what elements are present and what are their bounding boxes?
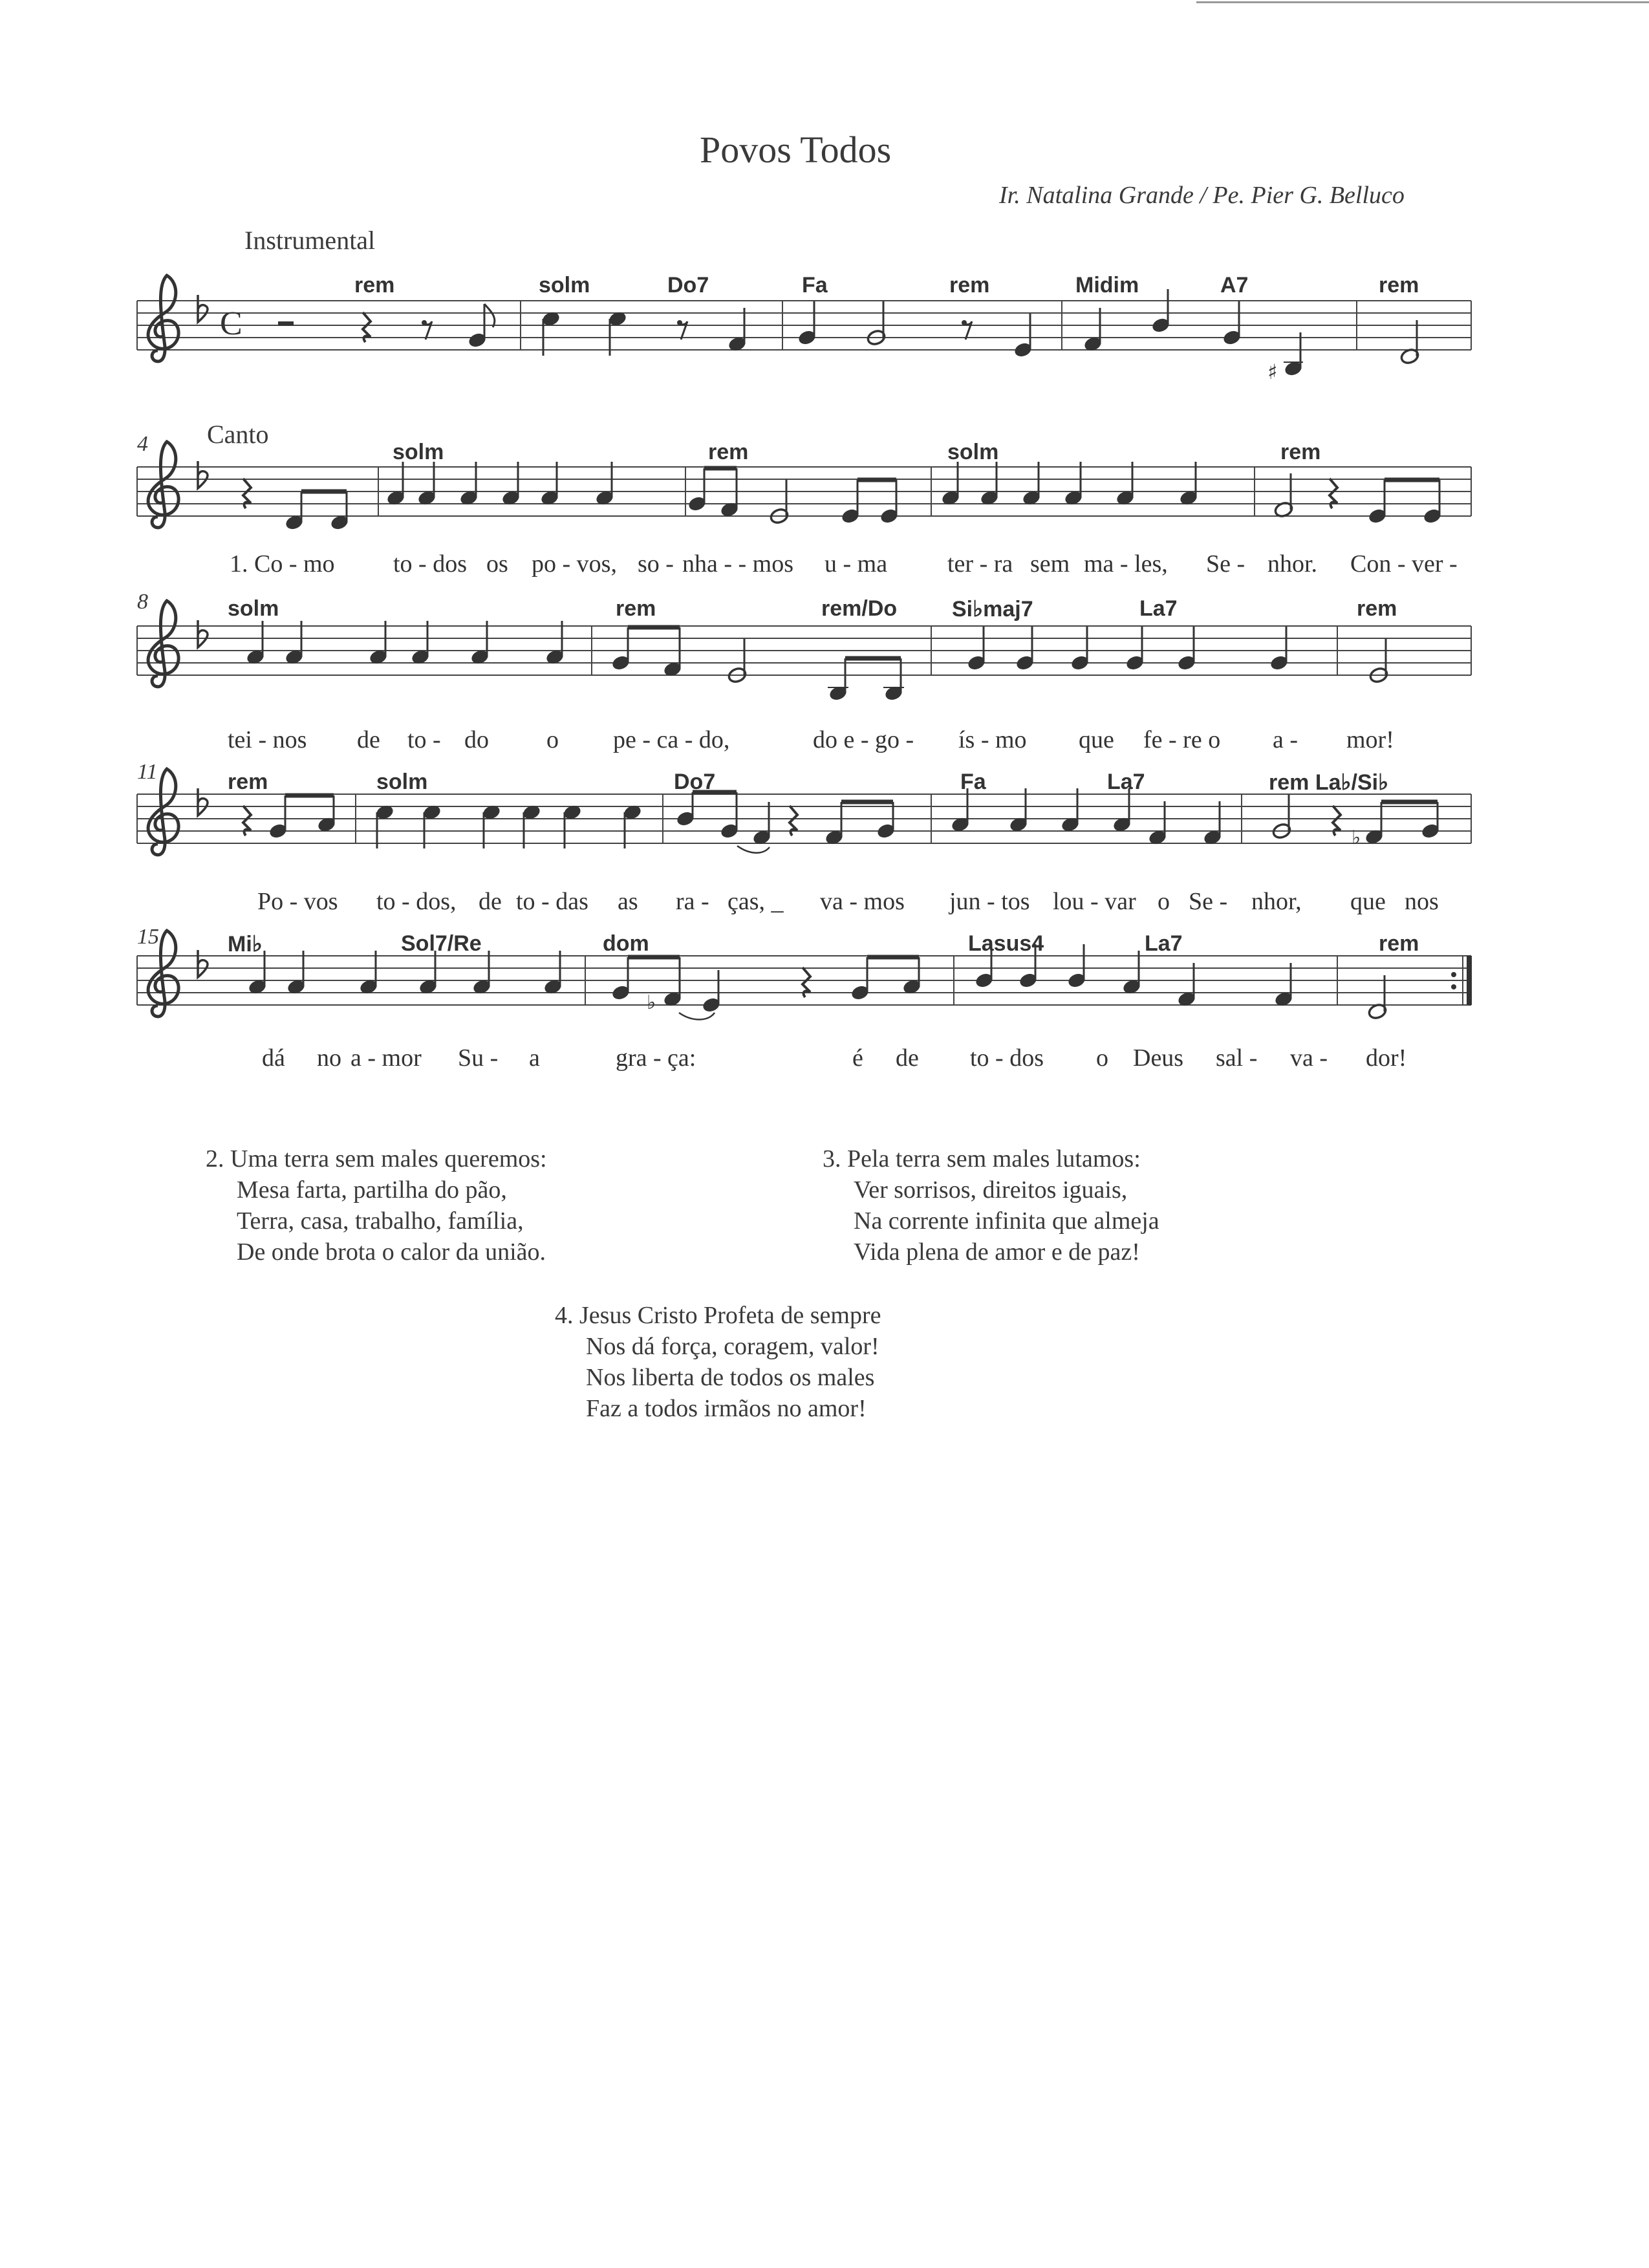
lyric: de xyxy=(479,888,502,915)
lyric: ça: xyxy=(667,1044,696,1072)
lyric: so - xyxy=(638,550,674,578)
lyric: as xyxy=(618,888,638,915)
verse-line: 3. Pela terra sem males lutamos: xyxy=(823,1145,1141,1172)
lyric: Se - xyxy=(1206,550,1245,578)
lyric: mor! xyxy=(1346,726,1394,753)
chord: Mi♭ xyxy=(228,932,263,956)
chord: rem xyxy=(708,440,749,464)
verse-line: Faz a todos irmãos no amor! xyxy=(586,1395,867,1422)
lyric: os xyxy=(486,550,508,578)
notes-measure-17 xyxy=(610,957,921,1020)
notes-measure-8 xyxy=(1273,473,1442,525)
lyric: lou - var xyxy=(1053,888,1136,915)
lyric: nha - - mos xyxy=(682,550,794,578)
chord: solm xyxy=(947,440,999,464)
lyric: no xyxy=(317,1044,341,1072)
verse-line: Ver sorrisos, direitos iguais, xyxy=(854,1176,1128,1204)
svg-text:♭: ♭ xyxy=(1352,826,1361,849)
chord: rem/Do xyxy=(821,596,898,621)
lyric: ter - ra xyxy=(947,550,1013,578)
chord: solm xyxy=(539,273,590,297)
chord: Fa xyxy=(960,770,986,794)
verse-4 xyxy=(555,1300,881,1424)
lyric: pe - ca - do, xyxy=(613,726,730,753)
chord: solm xyxy=(376,770,428,794)
lyric: de xyxy=(357,726,380,753)
chord: rem xyxy=(1280,440,1321,464)
notes-measure-18 xyxy=(974,944,1293,1008)
lyric: de xyxy=(896,1044,919,1072)
lyric: ís - mo xyxy=(958,726,1027,753)
lyric: a xyxy=(529,1044,540,1072)
lyric: Su - xyxy=(458,1044,499,1072)
lyric: o xyxy=(1158,888,1170,915)
chord: Midim xyxy=(1075,273,1139,297)
staff-system-4 xyxy=(137,794,1471,843)
lyric: o xyxy=(1096,1044,1108,1072)
chord: rem xyxy=(1379,931,1419,956)
verse-line: Na corrente infinita que almeja xyxy=(854,1207,1159,1235)
notes-measure-7 xyxy=(940,462,1198,507)
notes-measure-5 xyxy=(385,462,614,507)
lyric: do xyxy=(464,726,489,753)
chord: A7 xyxy=(1220,273,1249,297)
chord: La7 xyxy=(1139,596,1178,621)
lyric: ças, _ xyxy=(727,888,784,915)
lyric: to - dos xyxy=(393,550,467,578)
svg-text:♭: ♭ xyxy=(647,991,656,1014)
verse-line: 4. Jesus Cristo Profeta de sempre xyxy=(555,1302,881,1329)
svg-text:♯: ♯ xyxy=(1267,360,1278,384)
measure-number-15: 15 xyxy=(137,925,159,949)
lyric: nos xyxy=(1405,888,1439,915)
lyric: nhor, xyxy=(1251,888,1302,915)
notes-measure-11 xyxy=(966,627,1289,672)
chord: rem xyxy=(949,273,990,297)
notes-measure-9 xyxy=(245,621,565,666)
chord: La7 xyxy=(1107,770,1145,794)
verse-line: 2. Uma terra sem males queremos: xyxy=(206,1145,547,1172)
lyric: a - mor xyxy=(350,1044,422,1072)
section-label-canto: Canto xyxy=(207,420,269,449)
lyric: dá xyxy=(262,1044,285,1072)
lyric: sem xyxy=(1030,550,1070,578)
chord: Sol7/Re xyxy=(401,931,482,956)
lyric: 1. Co - mo xyxy=(230,550,335,578)
lyric: to - dos xyxy=(970,1044,1044,1072)
lyric: gra - xyxy=(616,1044,662,1072)
lyric: ra - xyxy=(676,888,709,915)
lyric: dor! xyxy=(1366,1044,1407,1072)
verse-line: Nos dá força, coragem, valor! xyxy=(586,1333,879,1360)
chord: Si♭maj7 xyxy=(952,597,1033,621)
chord: dom xyxy=(603,931,649,956)
lyric: que xyxy=(1350,888,1386,915)
lyric: que xyxy=(1079,726,1114,753)
lyric: do e - go - xyxy=(813,726,914,753)
measure-number-11: 11 xyxy=(137,760,158,784)
verse-2 xyxy=(206,1143,547,1268)
svg-text:C: C xyxy=(220,305,242,342)
verse-line: Mesa farta, partilha do pão, xyxy=(237,1176,507,1204)
verse-line: Terra, casa, trabalho, família, xyxy=(237,1207,524,1235)
lyric: o xyxy=(546,726,559,753)
notes-measure-15-pickup xyxy=(1271,795,1440,849)
chord: Do7 xyxy=(674,770,716,794)
lyric: to - xyxy=(407,726,441,753)
song-authors: Ir. Natalina Grande / Pe. Pier G. Belluco xyxy=(999,182,1405,209)
chord: rem xyxy=(1379,273,1419,297)
chord: rem La♭/Si♭ xyxy=(1269,770,1389,795)
lyric: Con - ver - xyxy=(1350,550,1458,578)
lyric: po - vos, xyxy=(532,550,617,578)
notes-measure-14 xyxy=(950,788,1222,847)
staff-system-3 xyxy=(137,626,1471,675)
verse-line: Nos liberta de todos os males xyxy=(586,1364,875,1391)
verse-3 xyxy=(823,1143,1159,1268)
chord: Fa xyxy=(802,273,828,297)
verse-line: Vida plena de amor e de paz! xyxy=(854,1238,1140,1266)
chord: rem xyxy=(228,770,268,794)
lyric: to - dos, xyxy=(376,888,457,915)
lyric: jun - tos xyxy=(949,888,1030,915)
lyric: va - xyxy=(1290,1044,1328,1072)
lyric: a - xyxy=(1273,726,1299,753)
lyric: sal - xyxy=(1216,1044,1258,1072)
lyric: é xyxy=(852,1044,863,1072)
chord: rem xyxy=(616,596,656,621)
chord: rem xyxy=(354,273,395,297)
notes-measure-12 xyxy=(374,803,642,848)
chord: solm xyxy=(393,440,444,464)
chord: La7 xyxy=(1145,931,1183,956)
notes-measure-16 xyxy=(247,951,563,996)
lyric: Po - vos xyxy=(257,888,338,915)
lyric: Deus xyxy=(1133,1044,1184,1072)
chord: Do7 xyxy=(667,273,709,297)
lyric: u - ma xyxy=(824,550,888,578)
song-title: Povos Todos xyxy=(700,129,892,171)
lyric: Se - xyxy=(1189,888,1228,915)
lyric: tei - nos xyxy=(228,726,307,753)
measure-number-4: 4 xyxy=(137,432,148,456)
measure-number-8: 8 xyxy=(137,590,148,614)
lyric: va - mos xyxy=(820,888,905,915)
section-label-instrumental: Instrumental xyxy=(244,226,376,255)
chord: solm xyxy=(228,596,279,621)
lyric: nhor. xyxy=(1267,550,1318,578)
lyric: to - das xyxy=(516,888,588,915)
verse-line: De onde brota o calor da união. xyxy=(237,1238,546,1266)
chord: rem xyxy=(1357,596,1397,621)
lyric: fe - re o xyxy=(1143,726,1221,753)
chord: Lasus4 xyxy=(968,931,1044,956)
music-notation xyxy=(0,0,1649,1099)
lyric: ma - les, xyxy=(1084,550,1168,578)
